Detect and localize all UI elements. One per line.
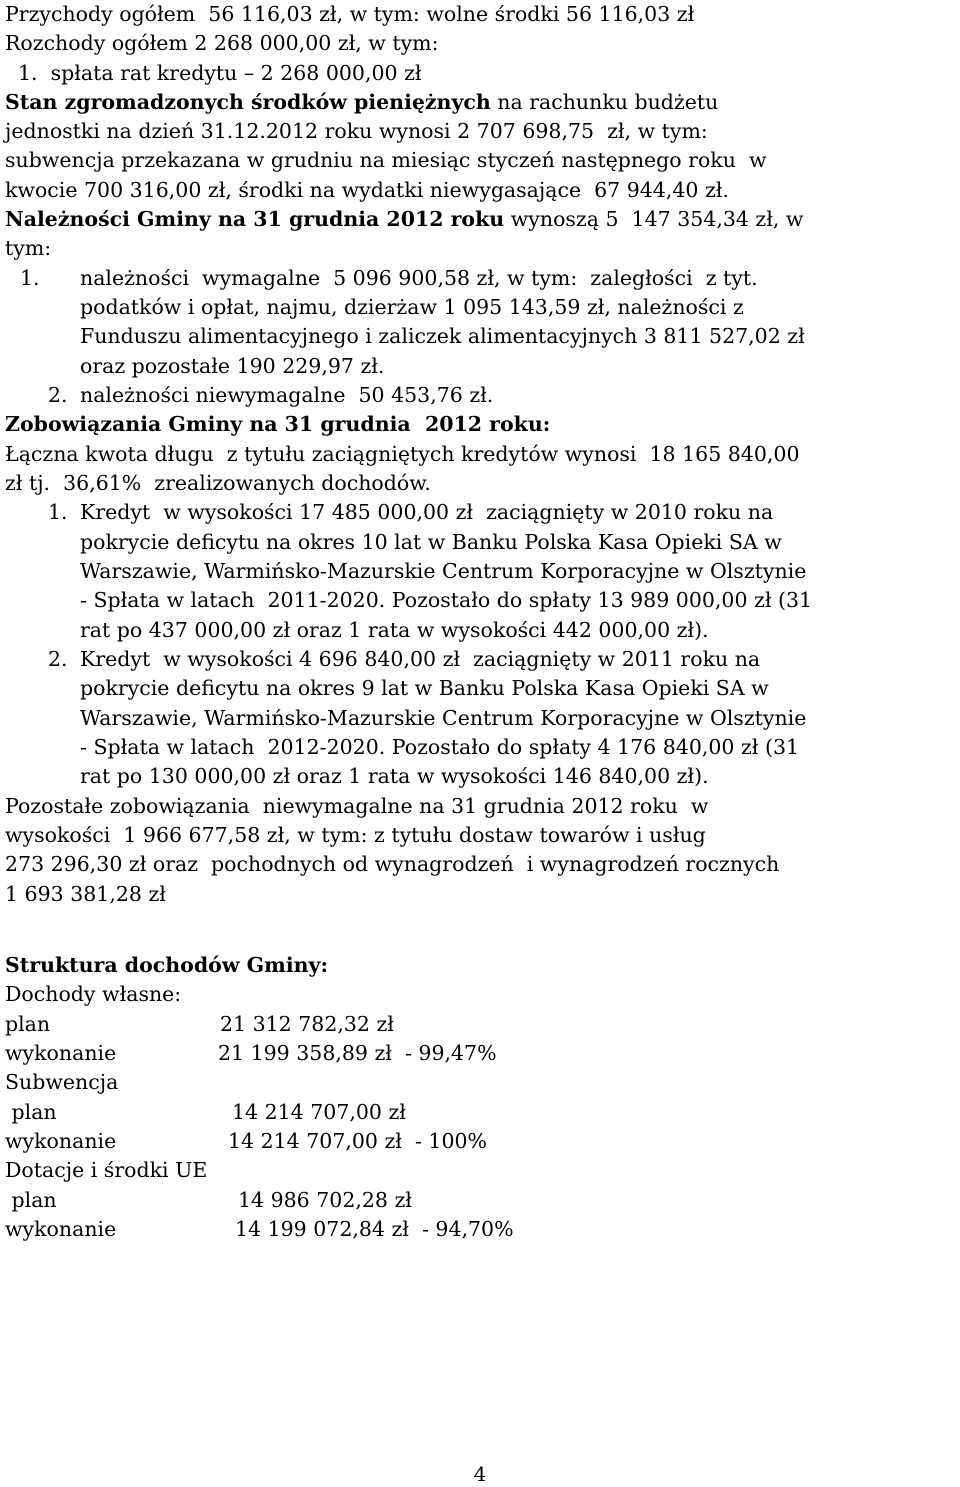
subsidy-line-2: kwocie 700 316,00 zł, środki na wydatki niewygasające 67 944,40 zł. xyxy=(5,178,729,202)
grants-exec-value: 14 199 072,84 zł - 94,70% xyxy=(235,1217,514,1241)
receivables-due-line: należności wymagalne 5 096 900,58 zł, w tym: zaległości z tyt. xyxy=(80,266,758,290)
receivables-not-due-line: należności niewymagalne 50 453,76 zł. xyxy=(80,383,494,407)
list-number: 2. xyxy=(48,647,68,671)
loan-repayment-line: 1. spłata rat kredytu – 2 268 000,00 zł xyxy=(18,61,422,85)
credit-2-line-5: rat po 130 000,00 zł oraz 1 rata w wysokości 146 840,00 zł). xyxy=(80,764,709,788)
subsidy-exec-value: 14 214 707,00 zł - 100% xyxy=(228,1129,488,1153)
liabilities-heading: Zobowiązania Gminy na 31 grudnia 2012 roku: xyxy=(5,412,551,436)
cash-state-text: na rachunku budżetu xyxy=(490,90,719,114)
credit-2-line-4: - Spłata w latach 2012-2020. Pozostało do spłaty 4 176 840,00 zł (31 xyxy=(80,735,800,759)
subsidy-line: subwencja przekazana w grudniu na miesiąc styczeń następnego roku w xyxy=(5,148,767,172)
list-number: 2. xyxy=(48,383,68,407)
own-exec-label: wykonanie xyxy=(5,1041,117,1065)
receivables-text: wynoszą 5 147 354,34 zł, w xyxy=(504,207,804,231)
subsidy-exec-label: wykonanie xyxy=(5,1129,117,1153)
own-plan-label: plan xyxy=(5,1012,51,1036)
own-exec-value: 21 199 358,89 zł - 99,47% xyxy=(218,1041,497,1065)
other-liabilities-line-2: wysokości 1 966 677,58 zł, w tym: z tytułu dostaw towarów i usług xyxy=(5,823,706,847)
cash-state-line-2: jednostki na dzień 31.12.2012 roku wynosi 2 707 698,75 zł, w tym: xyxy=(5,119,708,143)
grants-exec-label: wykonanie xyxy=(5,1217,117,1241)
subsidy-plan-label: plan xyxy=(5,1100,57,1124)
own-plan-value: 21 312 782,32 zł xyxy=(220,1012,394,1036)
debt-total-line-2: zł tj. 36,61% zrealizowanych dochodów. xyxy=(5,471,431,495)
other-liabilities-line-4: 1 693 381,28 zł xyxy=(5,882,166,906)
receivables-due-line-3: Funduszu alimentacyjnego i zaliczek alimentacyjnych 3 811 527,02 zł xyxy=(80,324,805,348)
subsidy-plan-value: 14 214 707,00 zł xyxy=(232,1100,406,1124)
own-income-label: Dochody własne: xyxy=(5,982,182,1006)
cash-state-heading: Stan zgromadzonych środków pieniężnych xyxy=(5,90,491,114)
income-total-line: Przychody ogółem 56 116,03 zł, w tym: wolne środki 56 116,03 zł xyxy=(5,2,695,26)
credit-2-line-1: Kredyt w wysokości 4 696 840,00 zł zaciągnięty w 2011 roku na xyxy=(80,647,761,671)
subsidy-label: Subwencja xyxy=(5,1070,119,1094)
receivables-due-line-2: podatków i opłat, najmu, dzierżaw 1 095 143,59 zł, należności z xyxy=(80,295,744,319)
expenses-total-line: Rozchody ogółem 2 268 000,00 zł, w tym: xyxy=(5,31,439,55)
credit-2-line-3: Warszawie, Warmińsko-Mazurskie Centrum Korporacyjne w Olsztynie xyxy=(80,706,807,730)
grants-plan-value: 14 986 702,28 zł xyxy=(238,1188,412,1212)
debt-total-line: Łączna kwota długu z tytułu zaciągniętych kredytów wynosi 18 165 840,00 xyxy=(5,442,800,466)
credit-2-line-2: pokrycie deficytu na okres 9 lat w Banku Polska Kasa Opieki SA w xyxy=(80,676,769,700)
credit-1-line-1: Kredyt w wysokości 17 485 000,00 zł zaciągnięty w 2010 roku na xyxy=(80,500,774,524)
other-liabilities-line-3: 273 296,30 zł oraz pochodnych od wynagrodzeń i wynagrodzeń rocznych xyxy=(5,852,780,876)
list-number: 1. xyxy=(20,266,40,290)
credit-1-line-5: rat po 437 000,00 zł oraz 1 rata w wysokości 442 000,00 zł). xyxy=(80,618,709,642)
receivables-line xyxy=(5,205,803,233)
receivables-line-2: tym: xyxy=(5,236,52,260)
receivables-due-line-4: oraz pozostałe 190 229,97 zł. xyxy=(80,354,385,378)
cash-state-line xyxy=(5,88,718,116)
list-number: 1. xyxy=(48,500,68,524)
credit-1-line-4: - Spłata w latach 2011-2020. Pozostało do spłaty 13 989 000,00 zł (31 xyxy=(80,588,813,612)
other-liabilities-line-1: Pozostałe zobowiązania niewymagalne na 31 grudnia 2012 roku w xyxy=(5,794,709,818)
credit-1-line-3: Warszawie, Warmińsko-Mazurskie Centrum Korporacyjne w Olsztynie xyxy=(80,559,807,583)
grants-plan-label: plan xyxy=(5,1188,57,1212)
income-structure-heading: Struktura dochodów Gminy: xyxy=(5,953,329,977)
page-number: 4 xyxy=(473,1462,487,1486)
credit-1-line-2: pokrycie deficytu na okres 10 lat w Banku Polska Kasa Opieki SA w xyxy=(80,530,782,554)
receivables-heading: Należności Gminy na 31 grudnia 2012 roku xyxy=(5,207,505,231)
grants-label: Dotacje i środki UE xyxy=(5,1158,208,1182)
